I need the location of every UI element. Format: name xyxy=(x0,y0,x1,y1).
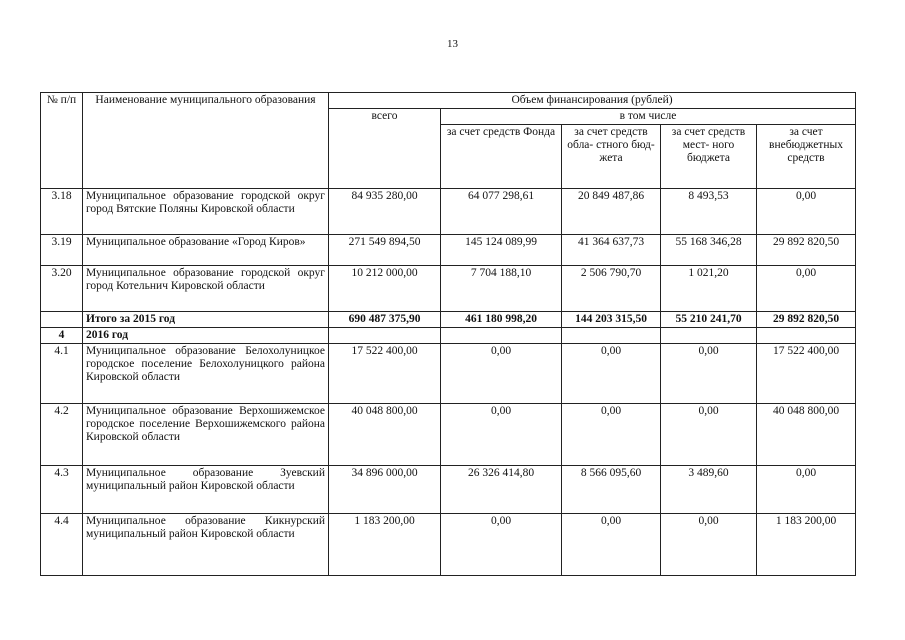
row-total: 40 048 800,00 xyxy=(329,404,441,466)
row-total: 1 183 200,00 xyxy=(329,514,441,576)
row-name: Муниципальное образование городской округ город Вятские Поляны Кировской области xyxy=(83,189,329,235)
total-total: 690 487 375,90 xyxy=(329,312,441,328)
header-including: в том числе xyxy=(441,109,856,125)
year-label: 2016 год xyxy=(83,328,329,344)
total-regional: 144 203 315,50 xyxy=(562,312,661,328)
page-number: 13 xyxy=(447,38,458,50)
row-local: 0,00 xyxy=(661,404,757,466)
row-extra: 17 522 400,00 xyxy=(757,344,856,404)
row-total: 17 522 400,00 xyxy=(329,344,441,404)
total-row xyxy=(41,312,856,328)
table-row xyxy=(41,466,856,514)
row-num: 3.19 xyxy=(41,235,83,266)
total-label: Итого за 2015 год xyxy=(83,312,329,328)
row-regional: 0,00 xyxy=(562,514,661,576)
row-local: 0,00 xyxy=(661,344,757,404)
row-local: 3 489,60 xyxy=(661,466,757,514)
row-total: 10 212 000,00 xyxy=(329,266,441,312)
header-local: за счет средств мест- ного бюджета xyxy=(661,125,757,189)
row-extra: 40 048 800,00 xyxy=(757,404,856,466)
row-num: 4.3 xyxy=(41,466,83,514)
row-regional: 2 506 790,70 xyxy=(562,266,661,312)
table-row xyxy=(41,514,856,576)
year-row xyxy=(41,328,856,344)
total-local: 55 210 241,70 xyxy=(661,312,757,328)
header-num: № п/п xyxy=(41,93,83,189)
row-num: 4.1 xyxy=(41,344,83,404)
row-local: 0,00 xyxy=(661,514,757,576)
header-volume: Объем финансирования (рублей) xyxy=(329,93,856,109)
row-extra: 0,00 xyxy=(757,466,856,514)
header-fund: за счет средств Фонда xyxy=(441,125,562,189)
header-regional: за счет средств обла- стного бюд- жета xyxy=(562,125,661,189)
row-extra: 29 892 820,50 xyxy=(757,235,856,266)
table-row xyxy=(41,266,856,312)
total-extra: 29 892 820,50 xyxy=(757,312,856,328)
row-fund: 0,00 xyxy=(441,404,562,466)
row-extra: 1 183 200,00 xyxy=(757,514,856,576)
total-fund: 461 180 998,20 xyxy=(441,312,562,328)
row-num: 4.2 xyxy=(41,404,83,466)
row-num: 3.18 xyxy=(41,189,83,235)
financing-table xyxy=(40,92,856,576)
row-local: 55 168 346,28 xyxy=(661,235,757,266)
row-fund: 0,00 xyxy=(441,514,562,576)
row-name: Муниципальное образование городской округ город Котельнич Кировской области xyxy=(83,266,329,312)
row-regional: 8 566 095,60 xyxy=(562,466,661,514)
row-fund: 64 077 298,61 xyxy=(441,189,562,235)
row-local: 8 493,53 xyxy=(661,189,757,235)
year-num: 4 xyxy=(41,328,83,344)
header-name: Наименование муниципального образования xyxy=(83,93,329,189)
table-row xyxy=(41,404,856,466)
row-regional: 41 364 637,73 xyxy=(562,235,661,266)
row-num: 3.20 xyxy=(41,266,83,312)
row-name: Муниципальное образование «Город Киров» xyxy=(83,235,329,266)
row-total: 34 896 000,00 xyxy=(329,466,441,514)
header-total: всего xyxy=(329,109,441,189)
row-total: 271 549 894,50 xyxy=(329,235,441,266)
row-regional: 0,00 xyxy=(562,404,661,466)
row-regional: 20 849 487,86 xyxy=(562,189,661,235)
table-row xyxy=(41,189,856,235)
row-fund: 145 124 089,99 xyxy=(441,235,562,266)
header-extra: за счет внебюджетных средств xyxy=(757,125,856,189)
row-name: Муниципальное образование Кикнурский муниципальный район Кировской области xyxy=(83,514,329,576)
row-total: 84 935 280,00 xyxy=(329,189,441,235)
row-extra: 0,00 xyxy=(757,266,856,312)
row-name: Муниципальное образование Верхошижемское городское поселение Верхошижемского района Кировской области xyxy=(83,404,329,466)
row-regional: 0,00 xyxy=(562,344,661,404)
table-row xyxy=(41,344,856,404)
table-row xyxy=(41,235,856,266)
row-fund: 7 704 188,10 xyxy=(441,266,562,312)
row-local: 1 021,20 xyxy=(661,266,757,312)
row-fund: 0,00 xyxy=(441,344,562,404)
row-num: 4.4 xyxy=(41,514,83,576)
row-fund: 26 326 414,80 xyxy=(441,466,562,514)
row-extra: 0,00 xyxy=(757,189,856,235)
row-name: Муниципальное образование Белохолуницкое городское поселение Белохолуницкого района Кировской области xyxy=(83,344,329,404)
row-name: Муниципальное образование Зуевский муниципальный район Кировской области xyxy=(83,466,329,514)
